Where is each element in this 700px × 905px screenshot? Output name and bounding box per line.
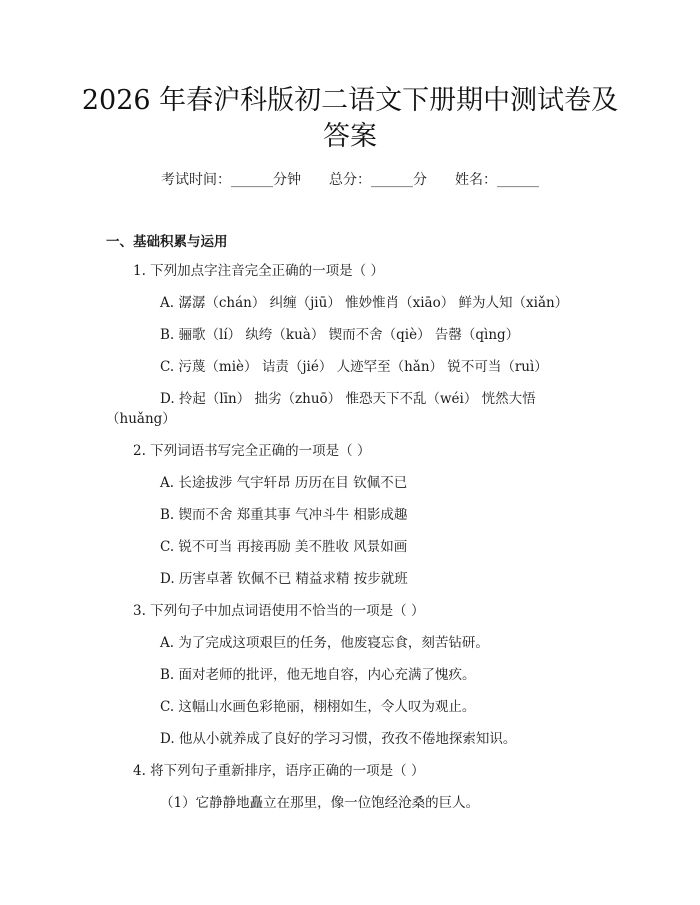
exam-meta [0, 170, 700, 190]
question-4-stem: 4. 将下列句子重新排序，语序正确的一项是（ ） [133, 763, 425, 779]
page-title-line-1: 2026 年春沪科版初二语文下册期中测试卷及 [81, 85, 619, 116]
question-2-option-c: C. 锐不可当 再接再励 美不胜收 风景如画 [160, 539, 408, 555]
exam-time-field: 考试时间：______分钟 [161, 172, 301, 188]
student-name-field: 姓名：______ [455, 172, 539, 188]
question-3-option-a: A. 为了完成这项艰巨的任务，他废寝忘食，刻苦钻研。 [160, 635, 489, 651]
question-3-option-b: B. 面对老师的批评，他无地自容，内心充满了愧疚。 [160, 667, 476, 683]
question-4-sentence-1: （1）它静静地矗立在那里，像一位饱经沧桑的巨人。 [160, 795, 480, 811]
question-3-stem: 3. 下列句子中加点词语使用不恰当的一项是（ ） [133, 603, 425, 619]
question-3-option-d: D. 他从小就养成了良好的学习习惯，孜孜不倦地探索知识。 [160, 731, 517, 747]
page-title-line-2: 答案 [323, 121, 377, 152]
question-1-option-a: A. 潺潺（chán） 纠缠（jiū） 惟妙惟肖（xiāo） 鲜为人知（xiǎn） [160, 295, 569, 311]
total-score-field: 总分：______分 [329, 172, 427, 188]
question-1-option-b: B. 骊歌（lí） 纨绔（kuà） 锲而不舍（qiè） 告罄（qìng） [160, 327, 520, 343]
question-1-option-d-wrap: （huǎng） [106, 411, 176, 427]
question-2-option-b: B. 锲而不舍 郑重其事 气冲斗牛 相影成趣 [160, 507, 408, 523]
question-2-option-d: D. 历害卓著 钦佩不已 精益求精 按步就班 [160, 571, 408, 587]
question-2-option-a: A. 长途拔涉 气宇轩昂 历历在目 钦佩不已 [160, 475, 408, 491]
section-heading: 一、基础积累与运用 [106, 234, 228, 250]
question-1-option-d: D. 拎起（līn） 拙劣（zhuō） 惟恐天下不乱（wéi） 恍然大悟 [160, 391, 536, 407]
question-3-option-c: C. 这幅山水画色彩艳丽，栩栩如生，令人叹为观止。 [160, 699, 476, 715]
question-1-stem: 1. 下列加点字注音完全正确的一项是（ ） [133, 263, 384, 279]
question-2-stem: 2. 下列词语书写完全正确的一项是（ ） [133, 443, 371, 459]
question-1-option-c: C. 污蔑（miè） 诘责（jié） 人迹罕至（hǎn） 锐不可当（ruì） [160, 359, 548, 375]
